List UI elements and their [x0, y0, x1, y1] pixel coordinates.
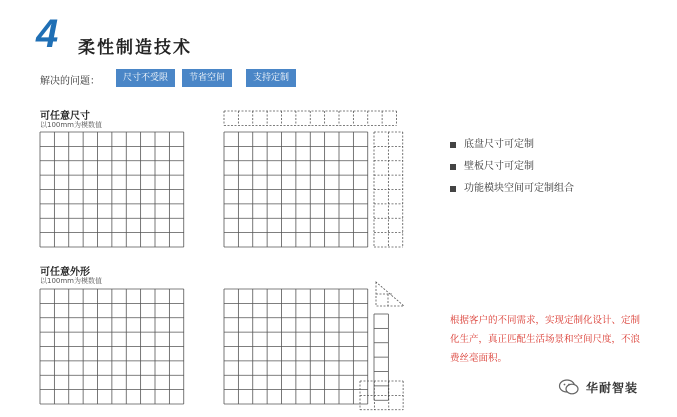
- feature-item: [450, 182, 574, 204]
- feature-list: [450, 138, 574, 204]
- wechat-icon: [558, 378, 580, 396]
- section-title: 柔性制造技术: [78, 38, 192, 58]
- bullet-icon: [450, 142, 456, 148]
- grid1-subtitle: 以100mm为模数值: [40, 121, 102, 129]
- bullet-icon: [450, 164, 456, 170]
- tag-size-unlimited: 尺寸不受限: [116, 69, 175, 87]
- section-number: 4: [36, 12, 59, 56]
- brand-name: 华耐智装: [586, 380, 639, 395]
- feature-item: [450, 160, 574, 182]
- grid2-title: 可任意外形: [40, 267, 90, 278]
- feature-label: 壁板尺寸可定制: [464, 161, 534, 172]
- feature-label: 功能模块空间可定制组合: [464, 183, 574, 194]
- feature-item: [450, 138, 574, 160]
- problems-label: 解决的问题：: [40, 76, 100, 87]
- brand-logo: [558, 378, 638, 396]
- description-text: 根据客户的不同需求，实现定制化设计、定制化生产，真正匹配生活场景和空间尺度，不浪费丝毫面积。: [450, 315, 641, 364]
- tag-save-space: 节省空间: [182, 69, 232, 87]
- tag-customizable: 支持定制: [246, 69, 296, 87]
- grid2-subtitle: 以100mm为模数值: [40, 277, 102, 285]
- feature-label: 底盘尺寸可定制: [464, 139, 534, 150]
- grid1-title: 可任意尺寸: [40, 111, 90, 122]
- bullet-icon: [450, 186, 456, 192]
